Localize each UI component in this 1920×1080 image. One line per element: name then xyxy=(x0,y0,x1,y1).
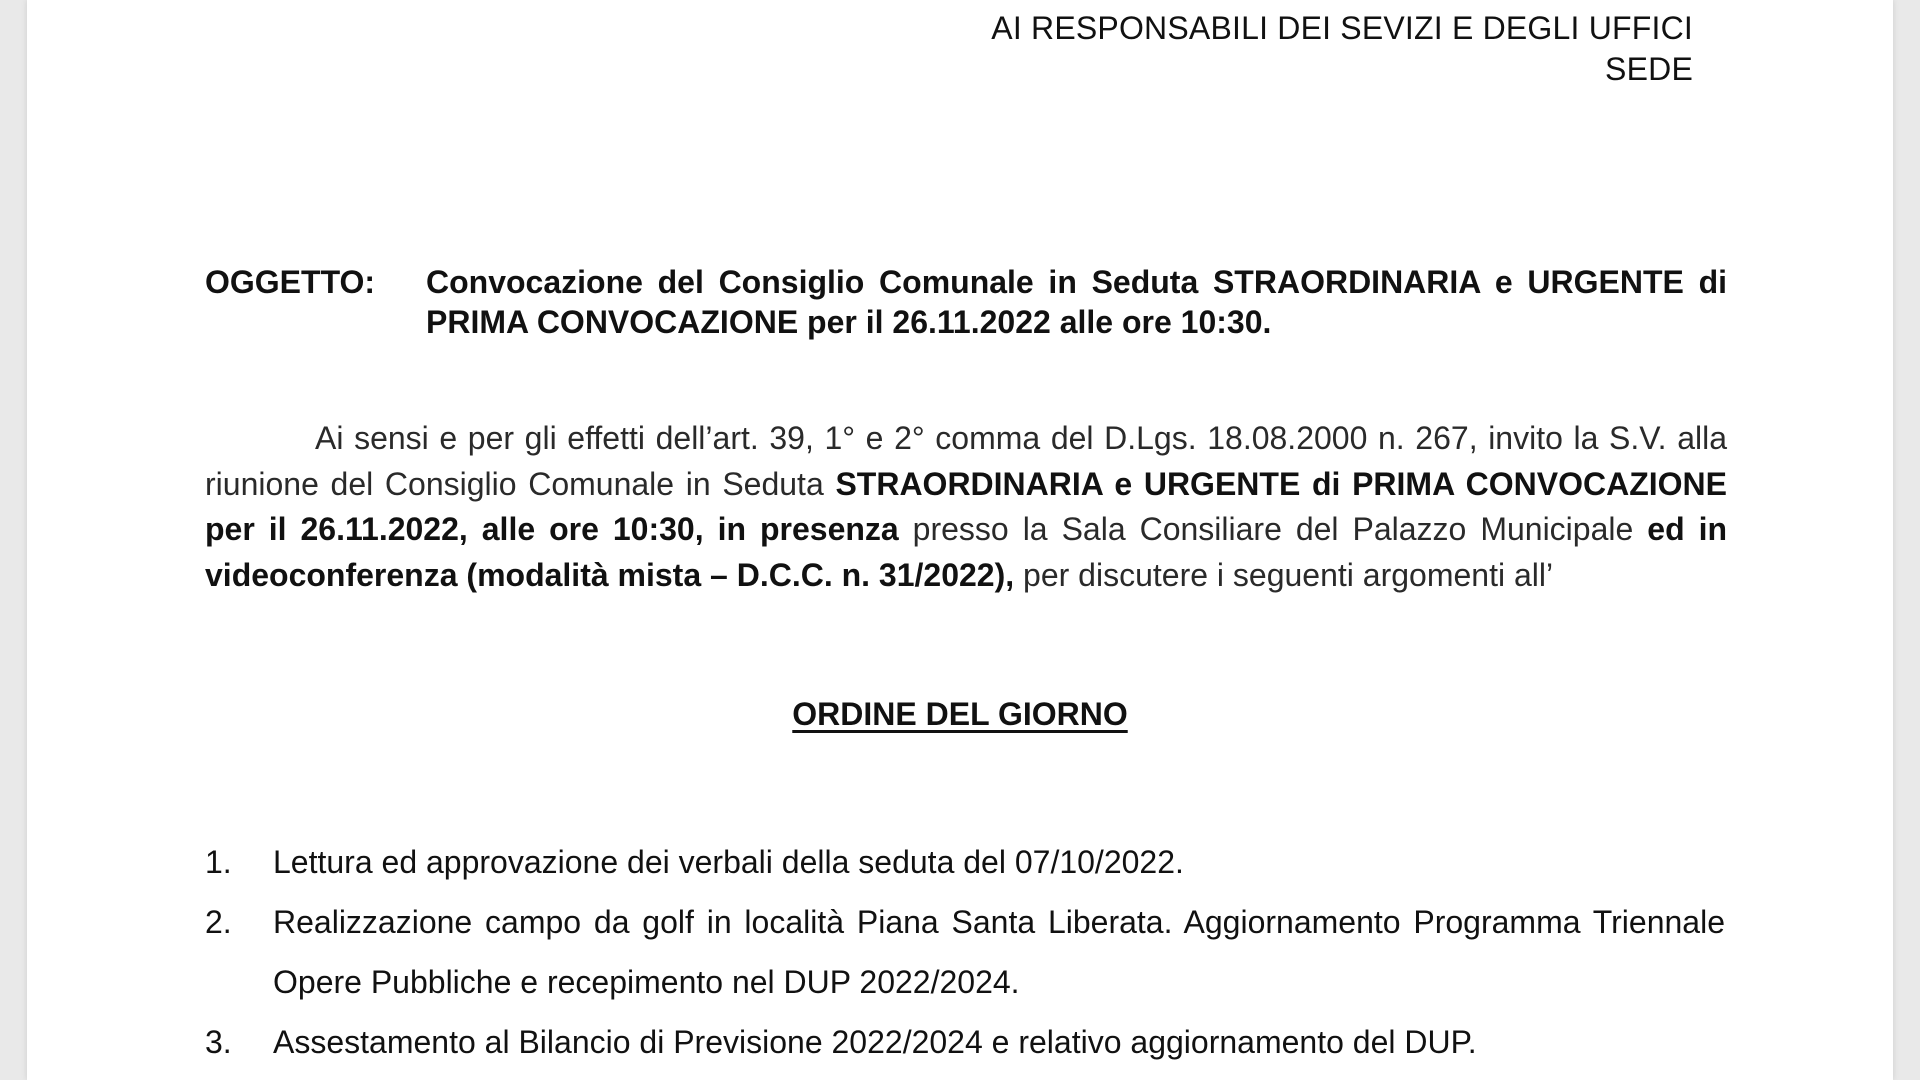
body-text-1: Ai sensi e per gli effetti dell’art. 39, 1° e 2° comma del D.Lgs. 18.08.2000 n. 267, invito la S.V. alla riunione del Consiglio Comunale in Seduta xyxy=(205,420,1727,502)
agenda-list xyxy=(205,832,1725,1072)
agenda-item-text: Assestamento al Bilancio di Previsione 2022/2024 e relativo aggiornamento del DUP. xyxy=(273,1024,1477,1060)
agenda-item-text: Lettura ed approvazione dei verbali della seduta del 07/10/2022. xyxy=(273,844,1184,880)
subject-block xyxy=(205,262,1727,342)
agenda-title: ORDINE DEL GIORNO xyxy=(792,696,1128,732)
document-page xyxy=(27,0,1893,1080)
subject-text: Convocazione del Consiglio Comunale in Seduta STRAORDINARIA e URGENTE di PRIMA CONVOCAZIONE per il 26.11.2022 alle ore 10:30. xyxy=(426,264,1727,340)
body-text-3: presso la Sala Consiliare del Palazzo Municipale xyxy=(898,511,1648,547)
agenda-item-number: 2. xyxy=(205,904,232,940)
body-bold-session: STRAORDINARIA e URGENTE di PRIMA CONVOCAZIONE per il 26.11.2022, alle ore 10:30, xyxy=(205,465,1728,547)
addressee-location: SEDE xyxy=(1605,51,1693,87)
addressee-line: AI RESPONSABILI DEI SEVIZI E DEGLI UFFICI xyxy=(991,10,1693,46)
body-text-4: per discutere i seguenti argomenti all’ xyxy=(1014,556,1554,593)
agenda-item xyxy=(205,1012,1725,1072)
body-bold-videoconference: ed in videoconferenza (modalità mista – D.C.C. n. 31/2022), xyxy=(205,511,1728,593)
agenda-item-number: 3. xyxy=(205,1024,232,1060)
agenda-item xyxy=(205,832,1725,892)
addressee-block xyxy=(991,8,1693,90)
agenda-item xyxy=(205,892,1725,1012)
body-paragraph xyxy=(205,416,1727,598)
subject-label: OGGETTO: xyxy=(205,264,376,300)
body-text-2 xyxy=(704,511,718,547)
body-bold-presence: in presenza xyxy=(717,511,899,547)
agenda-item-text: Realizzazione campo da golf in località Piana Santa Liberata. Aggiornamento Programma Triennale Opere Pubbliche e recepimento nel DUP 2022/2024. xyxy=(273,904,1725,1000)
agenda-item-number: 1. xyxy=(205,844,232,880)
